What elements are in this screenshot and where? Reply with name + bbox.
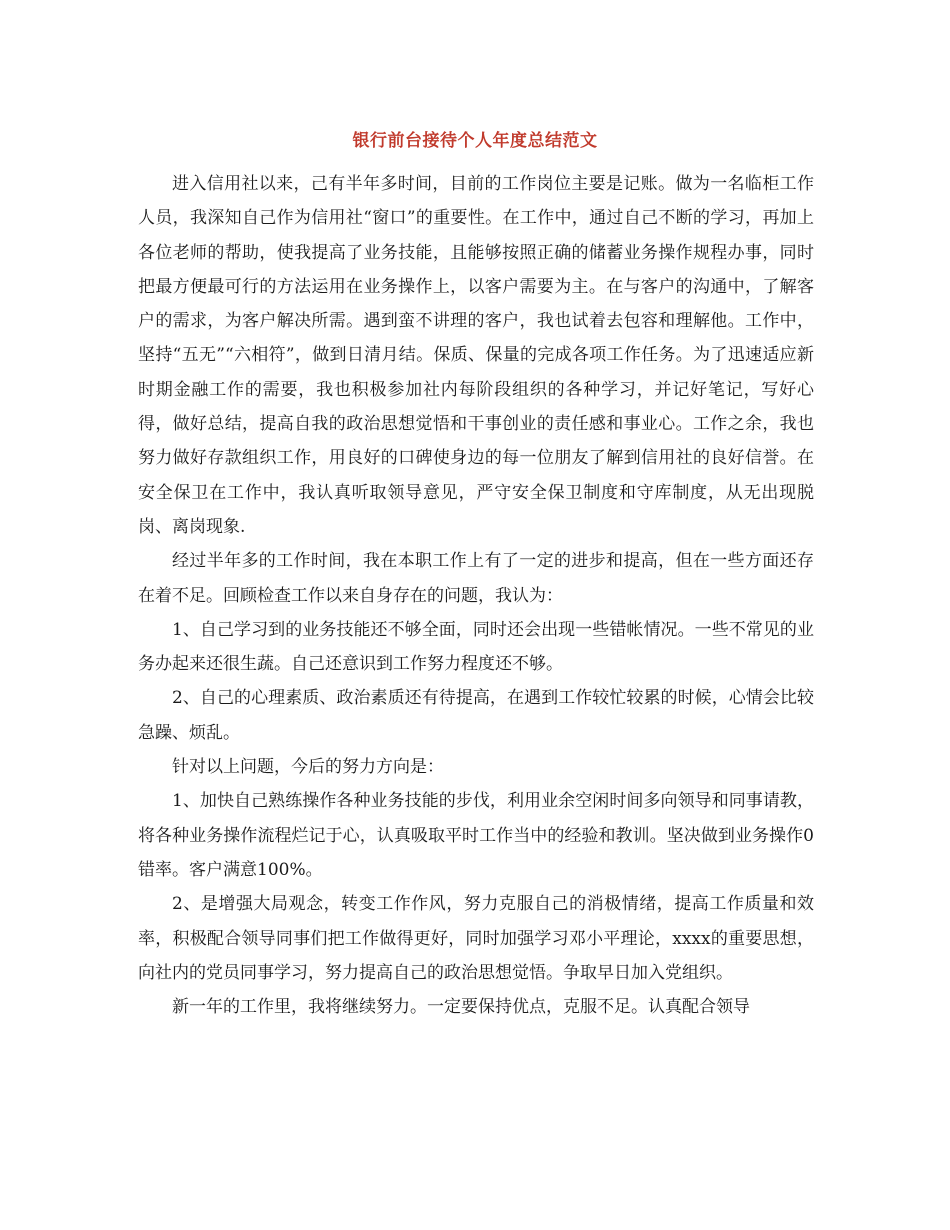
paragraph-review: 经过半年多的工作时间，我在本职工作上有了一定的进步和提高，但在一些方面还存在着不足。回顾检查工作以来自身存在的问题，我认为： — [138, 551, 814, 606]
paragraph-intro: 进入信用社以来，己有半年多时间，目前的工作岗位主要是记账。做为一名临柜工作人员，我深知自己作为信用社“窗口”的重要性。在工作中，通过自己不断的学习，再加上各位老师的帮助，使我提高了业务技能，且能够按照正确的储蓄业务操作规程办事，同时把最方便最可行的方法运用在业务操作上，以客户需要为主。在与客户的沟通中，了解客户的需求，为客户解决所需。遇到蛮不讲理的客户，我也试着去包容和理解他。工作中，坚持“五无”“六相符”，做到日清月结。保质、保量的完成各项工作任务。为了迅速适应新时期金融工作的需要，我也积极参加社内每阶段组织的各种学习，并记好笔记，写好心得，做好总结，提高自我的政治思想觉悟和干事创业的责任感和事业心。工作之余，我也努力做好存款组织工作，用良好的口碑使身边的每一位朋友了解到信用社的良好信誉。在安全保卫在工作中，我认真听取领导意见，严守安全保卫制度和守库制度，从无出现脱岗、离岗现象. — [138, 174, 814, 537]
paragraph-direction-heading: 针对以上问题，今后的努力方向是： — [172, 757, 444, 778]
document-title: 银行前台接待个人年度总结范文 — [352, 131, 598, 151]
paragraph-direction-1: 1、加快自己熟练操作各种业务技能的步伐，利用业余空闲时间多向领导和同事请教，将各种业务操作流程烂记于心，认真吸取平时工作当中的经验和教训。坚决做到业务操作0错率。客户满意100%。 — [138, 791, 814, 880]
paragraph-new-year: 新一年的工作里，我将继续努力。一定要保持优点，克服不足。认真配合领导 — [172, 997, 750, 1018]
document-body — [138, 167, 814, 1024]
paragraph-problem-1: 1、自己学习到的业务技能还不够全面，同时还会出现一些错帐情况。一些不常见的业务办起来还很生蔬。自己还意识到工作努力程度还不够。 — [138, 619, 814, 675]
paragraph-problem-2: 2、自己的心理素质、政治素质还有待提高，在遇到工作较忙较累的时候，心情会比较急躁、烦乱。 — [138, 688, 814, 743]
paragraph-direction-2: 2、是增强大局观念，转变工作作风，努力克服自己的消极情绪，提高工作质量和效率，积极配合领导同事们把工作做得更好，同时加强学习邓小平理论，xxxx的重要思想，向社内的党员同事学习，努力提高自己的政治思想觉悟。争取早日加入党组织。 — [138, 894, 814, 983]
